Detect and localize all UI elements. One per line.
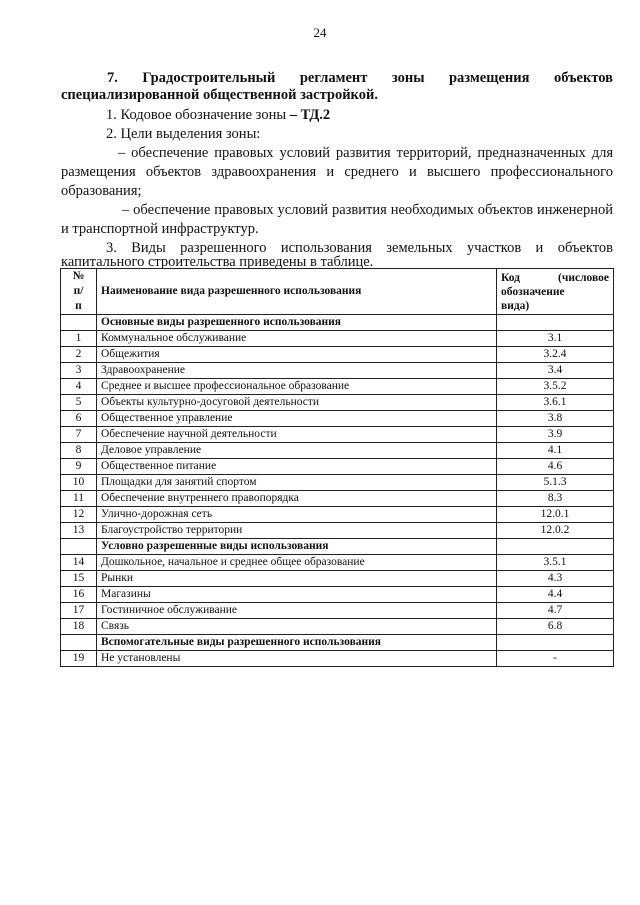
row-number: 2	[61, 347, 97, 363]
section-num-cell	[61, 635, 97, 651]
item-zone-code-label: 1. Кодовое обозначение зоны	[106, 107, 290, 123]
table-row	[61, 555, 614, 571]
row-code: 3.4	[497, 363, 614, 379]
goal-1-line-1: – обеспечение правовых условий развития территорий, предназначенных для	[118, 145, 613, 161]
row-code: 3.9	[497, 427, 614, 443]
row-name: Благоустройство территории	[97, 523, 497, 539]
section-code-cell	[497, 539, 614, 555]
row-number: 19	[61, 651, 97, 667]
row-code: 4.1	[497, 443, 614, 459]
row-number: 4	[61, 379, 97, 395]
row-number: 9	[61, 459, 97, 475]
row-code: 4.4	[497, 587, 614, 603]
table-row	[61, 507, 614, 523]
section-row	[61, 635, 614, 651]
row-number: 8	[61, 443, 97, 459]
zone-code: – ТД.2	[289, 107, 331, 123]
table-row	[61, 523, 614, 539]
row-number: 15	[61, 571, 97, 587]
table-row	[61, 587, 614, 603]
section-row	[61, 315, 614, 331]
item-table-intro-line-1: 3. Виды разрешенного использования земельных участков и объектов	[106, 240, 613, 256]
header-code	[497, 269, 614, 315]
header-num-line-2: п/	[73, 285, 84, 297]
row-number: 3	[61, 363, 97, 379]
row-name: Связь	[97, 619, 497, 635]
goal-2-line-1: – обеспечение правовых условий развития необходимых объектов инженерной	[122, 202, 613, 218]
row-code: 3.1	[497, 331, 614, 347]
section-code-cell	[497, 315, 614, 331]
row-code: 4.7	[497, 603, 614, 619]
row-number: 10	[61, 475, 97, 491]
header-num-line-3: п	[75, 300, 82, 312]
section-code-cell	[497, 635, 614, 651]
row-name: Деловое управление	[97, 443, 497, 459]
row-name: Обеспечение внутреннего правопорядка	[97, 491, 497, 507]
header-code-line-1: Код (числовое	[501, 271, 609, 284]
row-code: 6.8	[497, 619, 614, 635]
header-num	[61, 269, 97, 315]
row-name: Объекты культурно-досуговой деятельности	[97, 395, 497, 411]
table-row	[61, 491, 614, 507]
table-row	[61, 411, 614, 427]
section-title: Основные виды разрешенного использования	[97, 315, 497, 331]
row-code: 12.0.2	[497, 523, 614, 539]
row-name: Общежития	[97, 347, 497, 363]
row-name: Не установлены	[97, 651, 497, 667]
table-row	[61, 379, 614, 395]
table-row	[61, 651, 614, 667]
row-code: 4.3	[497, 571, 614, 587]
section-title: Условно разрешенные виды использования	[97, 539, 497, 555]
header-num-line-1: №	[72, 270, 85, 282]
row-name: Рынки	[97, 571, 497, 587]
row-name: Общественное питание	[97, 459, 497, 475]
section-title: Вспомогательные виды разрешенного использования	[97, 635, 497, 651]
row-code: 3.5.1	[497, 555, 614, 571]
table-row	[61, 331, 614, 347]
goal-1-line-3: образования;	[61, 183, 142, 199]
header-code-line-3: вида)	[501, 299, 530, 312]
permitted-use-table	[60, 268, 614, 667]
heading-line-2: специализированной общественной застройкой.	[61, 87, 378, 103]
heading-line-1: 7. Градостроительный регламент зоны размещения объектов	[107, 70, 613, 86]
row-name: Улично-дорожная сеть	[97, 507, 497, 523]
row-code: 8.3	[497, 491, 614, 507]
table-row	[61, 443, 614, 459]
section-row	[61, 539, 614, 555]
row-name: Гостиничное обслуживание	[97, 603, 497, 619]
row-name: Дошкольное, начальное и среднее общее образование	[97, 555, 497, 571]
table-row	[61, 475, 614, 491]
row-number: 17	[61, 603, 97, 619]
table-row	[61, 459, 614, 475]
table-row	[61, 619, 614, 635]
row-number: 14	[61, 555, 97, 571]
row-name: Здравоохранение	[97, 363, 497, 379]
section-heading	[61, 70, 613, 104]
row-number: 7	[61, 427, 97, 443]
row-number: 18	[61, 619, 97, 635]
row-name: Коммунальное обслуживание	[97, 331, 497, 347]
table-row	[61, 395, 614, 411]
row-name: Магазины	[97, 587, 497, 603]
row-code: -	[497, 651, 614, 667]
goal-1-line-2: размещения объектов здравоохранения и среднего и высшего профессионального	[61, 164, 613, 180]
table-row	[61, 363, 614, 379]
table-row	[61, 427, 614, 443]
row-code: 5.1.3	[497, 475, 614, 491]
header-code-line-2: обозначение	[501, 285, 565, 298]
row-number: 1	[61, 331, 97, 347]
row-code: 3.6.1	[497, 395, 614, 411]
row-code: 3.5.2	[497, 379, 614, 395]
item-table-intro-line-2: капитального строительства приведены в таблице.	[61, 254, 374, 270]
row-code: 3.2.4	[497, 347, 614, 363]
row-number: 16	[61, 587, 97, 603]
item-zone-code	[106, 106, 330, 125]
header-name: Наименование вида разрешенного использования	[97, 269, 497, 315]
row-number: 6	[61, 411, 97, 427]
row-name: Общественное управление	[97, 411, 497, 427]
goal-2-line-2: и транспортной инфраструктур.	[61, 221, 259, 237]
section-num-cell	[61, 315, 97, 331]
row-name: Среднее и высшее профессиональное образование	[97, 379, 497, 395]
table-header-row	[61, 269, 614, 315]
row-number: 13	[61, 523, 97, 539]
table-row	[61, 603, 614, 619]
table-row	[61, 347, 614, 363]
row-name: Площадки для занятий спортом	[97, 475, 497, 491]
row-code: 3.8	[497, 411, 614, 427]
row-name: Обеспечение научной деятельности	[97, 427, 497, 443]
page-number: 24	[313, 25, 327, 40]
row-code: 12.0.1	[497, 507, 614, 523]
row-number: 12	[61, 507, 97, 523]
table-row	[61, 571, 614, 587]
row-code: 4.6	[497, 459, 614, 475]
row-number: 5	[61, 395, 97, 411]
row-number: 11	[61, 491, 97, 507]
section-num-cell	[61, 539, 97, 555]
item-goals: 2. Цели выделения зоны:	[106, 126, 261, 142]
